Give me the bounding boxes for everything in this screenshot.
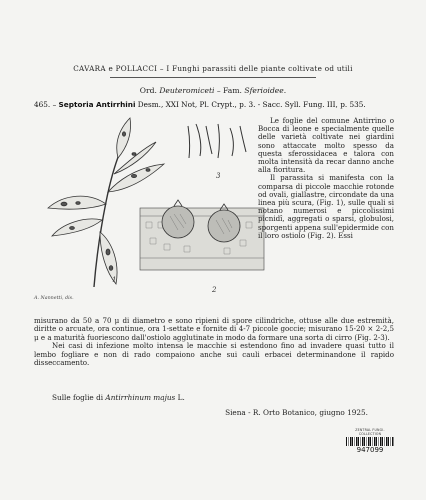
- signature-line: Siena - R. Orto Botanico, giugno 1925.: [225, 408, 368, 417]
- description-continued: [34, 317, 394, 367]
- order-name: Deuteromiceti: [159, 86, 215, 95]
- figure-2-label: 2: [212, 286, 217, 294]
- host-line: [52, 393, 185, 402]
- host-prefix: Sulle foglie di: [52, 393, 104, 402]
- artist-credit: A. Nannetti, dis.: [34, 296, 74, 301]
- collection-label-box: [346, 428, 394, 454]
- running-title: CAVARA e POLLACCI – I Funghi parassiti delle piante coltivate od utili: [73, 64, 353, 73]
- species-name: Septoria Antirrhini: [58, 100, 136, 109]
- species-heading: 465. – Septoria Antirrhini Desm., XXI Not, Pl. Crypt., p. 3. - Sacc. Syll. Fung. III, p. 535.: [34, 100, 366, 109]
- illustration-plate: [34, 112, 274, 308]
- header-rule: [110, 77, 316, 78]
- family-name: Sferioidee.: [244, 86, 287, 95]
- catalog-number: 947099: [356, 446, 384, 454]
- order-label: Ord.: [139, 86, 157, 95]
- family-label: Fam.: [223, 86, 242, 95]
- barcode: [346, 437, 394, 446]
- paragraph-infection: Nei casi di infezione molto intensa le macchie si estendono fino ad invadere quasi tutto il lembo fogliare e non di rado compaiono anche sui cauli erbacei determinandone il rapido disseccamento.: [34, 341, 394, 368]
- species-citation: Desm., XXI Not, Pl. Crypt., p. 3. - Sacc. Syll. Fung. III, p. 535.: [137, 100, 366, 109]
- figure-1-label: 1: [112, 276, 117, 284]
- figure-2-section-drawing: [140, 200, 264, 270]
- species-number: 465.: [34, 100, 51, 109]
- paragraph-spores: misurano da 50 a 70 μ di diametro e sono ripieni di spore cilindriche, ottuse alle due estremità, diritte o arcuate, ora continue, ora 1-settate e fornite di 4-7 piccole goccie; misurano 15-20 × 2-2,5 μ e a maturità fuoriescono dall'ostiolo agglutinate in modo da formare una sorta di cirro (Fig. 2-3).: [34, 316, 394, 342]
- classification-line: Ord. Deuteromiceti – Fam. Sferioidee.: [139, 86, 287, 95]
- collection-label: ZENTRAL FUNGI-COLLECTION: [355, 428, 385, 436]
- paragraph-intro: Le foglie del comune Antirrino o Bocca di leone e specialmente quelle delle varietà coltivate nei giardini sono attaccate molto spesso da questa sferossidacea e talora con molta intensità da recar danno anche alla fioritura.: [258, 116, 394, 175]
- figure-3-spores-drawing: [188, 124, 246, 158]
- paragraph-symptoms: Il parassita si manifesta con la comparsa di piccole macchie rotonde od ovali, giallastre, circondate da una linea più scura, (Fig. 1), sulle quali si notano numerosi e piccolissimi picnidî, aggregati o sparsi, globulosi, sporgenti appena sull'epidermide con il loro ostiolo (Fig. 2). Essi: [258, 173, 394, 240]
- host-name: Antirrhinum majus: [105, 393, 176, 402]
- figure-3-label: 3: [216, 172, 221, 180]
- description-column: [258, 117, 394, 240]
- host-suffix: L.: [177, 393, 185, 402]
